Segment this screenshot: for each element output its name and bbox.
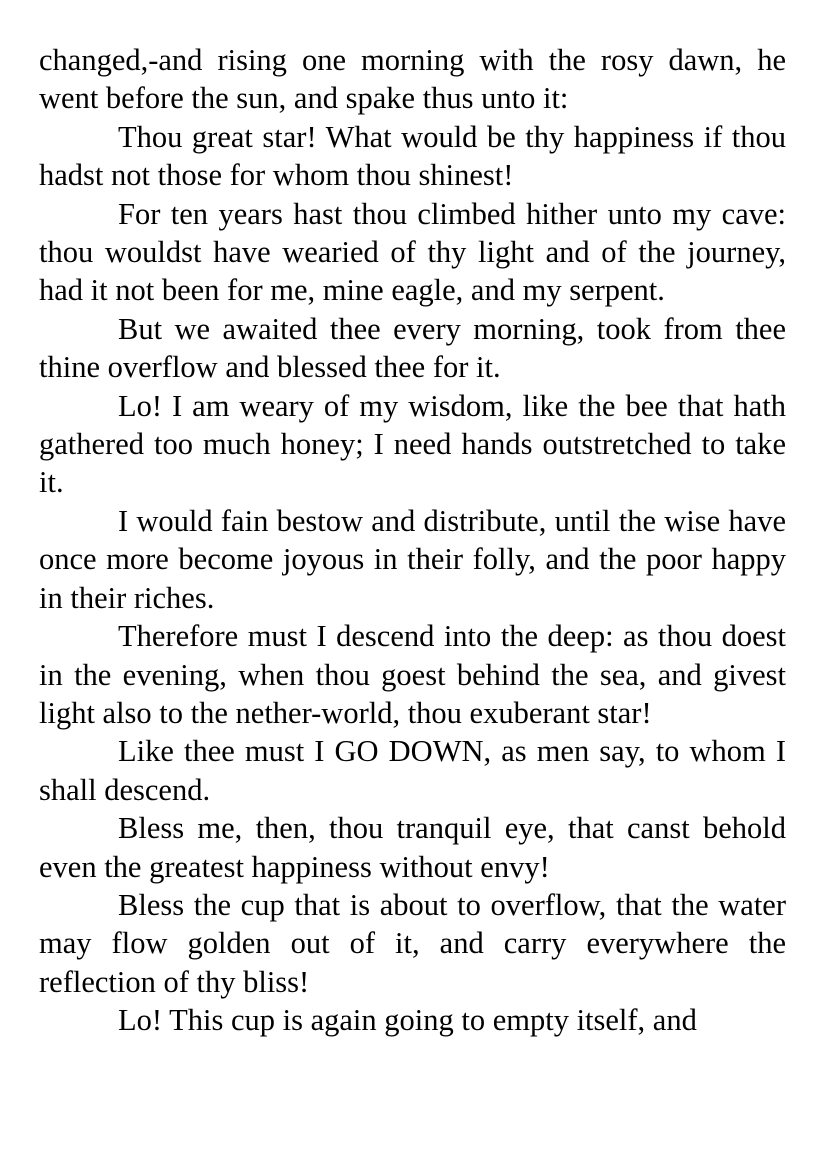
paragraph: But we awaited thee every morning, took from thee thine overflow and blessed thee for it.	[39, 311, 786, 385]
paragraph: For ten years hast thou climbed hither unto my cave: thou wouldst have wearied of thy light and of the journey, had it not been for me, mine eagle, and my serpent.	[39, 196, 786, 308]
paragraph: Lo! I am weary of my wisdom, like the bee that hath gathered too much honey; I need hands outstretched to take it.	[39, 388, 786, 500]
paragraph-continued: changed,-and rising one morning with the rosy dawn, he went before the sun, and spake thus unto it:	[39, 43, 786, 116]
paragraph: I would fain bestow and distribute, until the wise have once more become joyous in their folly, and the poor happy in their riches.	[39, 503, 786, 615]
paragraph: Bless me, then, thou tranquil eye, that canst behold even the greatest happiness without envy!	[39, 811, 786, 884]
paragraph: Therefore must I descend into the deep: as thou doest in the evening, when thou goest behind the sea, and givest light also to the nether-world, thou exuberant star!	[39, 619, 786, 730]
paragraph: Thou great star! What would be thy happiness if thou hadst not those for whom thou shinest!	[39, 119, 786, 193]
paragraph: Like thee must I GO DOWN, as men say, to whom I shall descend.	[39, 734, 786, 807]
paragraph: Bless the cup that is about to overflow, that the water may flow golden out of it, and carry everywhere the reflection of thy bliss!	[39, 887, 786, 999]
paragraph-truncated: Lo! This cup is again going to empty itself, and	[118, 1003, 697, 1038]
page-body	[39, 41, 786, 1040]
